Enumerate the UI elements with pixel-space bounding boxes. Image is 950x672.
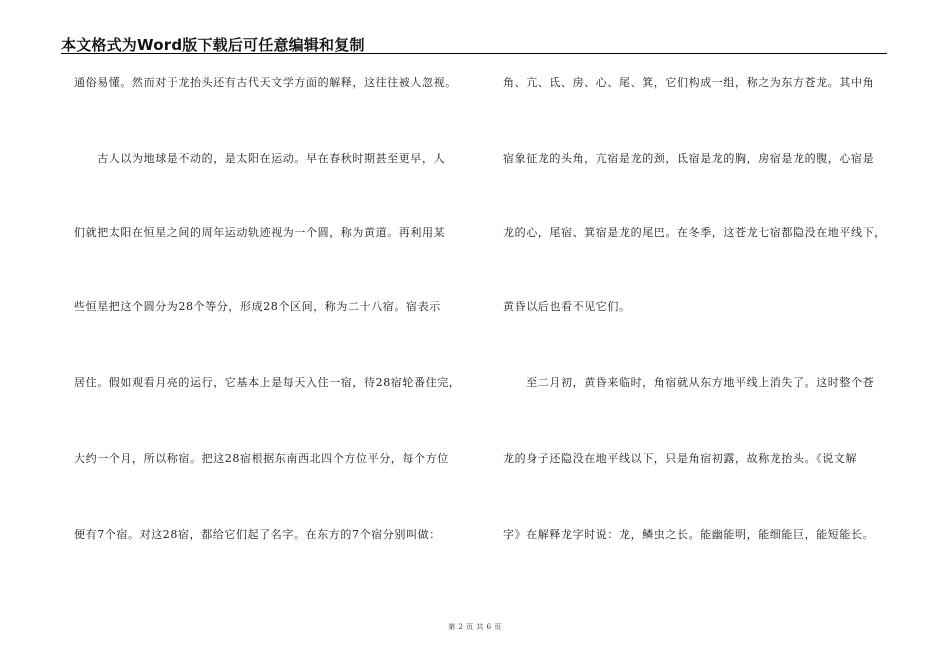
paragraph-line: 大约一个月，所以称宿。把这28宿根据东南西北四个方位平分，每个方位	[74, 452, 449, 465]
paragraph-line: 黄昏以后也看不见它们。	[503, 300, 631, 313]
paragraph-line: 古人以为地球是不动的，是太阳在运动。早在春秋时期甚至更早，人	[74, 152, 446, 165]
paragraph-line: 居住。假如观看月亮的运行，它基本上是每天入住一宿，待28宿轮番住完，	[74, 376, 461, 389]
paragraph-line: 龙的心，尾宿、箕宿是龙的尾巴。在冬季，这苍龙七宿都隐没在地平线下，	[503, 226, 886, 239]
document-header-title: 本文格式为Word版下载后可任意编辑和复制	[61, 36, 365, 54]
paragraph-line: 字》在解释龙字时说：龙，鳞虫之长。能幽能明，能细能巨，能短能长。	[503, 528, 875, 541]
paragraph-line: 些恒星把这个圆分为28个等分，形成28个区间，称为二十八宿。宿表示	[74, 300, 441, 313]
paragraph-line: 通俗易懂。然而对于龙抬头还有古代天文学方面的解释，这往往被人忽视。	[74, 76, 457, 89]
paragraph-line: 便有7个宿。对这28宿，都给它们起了名字。在东方的7个宿分别叫做：	[74, 528, 441, 541]
header-divider	[61, 53, 887, 54]
paragraph-line: 们就把太阳在恒星之间的周年运动轨迹视为一个圆，称为黄道。再利用某	[74, 226, 446, 239]
paragraph-line: 宿象征龙的头角，亢宿是龙的颈，氐宿是龙的胸，房宿是龙的腹，心宿是	[503, 152, 875, 165]
paragraph-line: 角、亢、氐、房、心、尾、箕，它们构成一组，称之为东方苍龙。其中角	[503, 76, 875, 89]
paragraph-line: 至二月初，黄昏来临时，角宿就从东方地平线上消失了。这时整个苍	[503, 376, 875, 389]
paragraph-line: 龙的身子还隐没在地平线以下，只是角宿初露，故称龙抬头。《说文解	[503, 452, 858, 465]
page-number: 第 2 页 共 6 页	[448, 623, 502, 631]
